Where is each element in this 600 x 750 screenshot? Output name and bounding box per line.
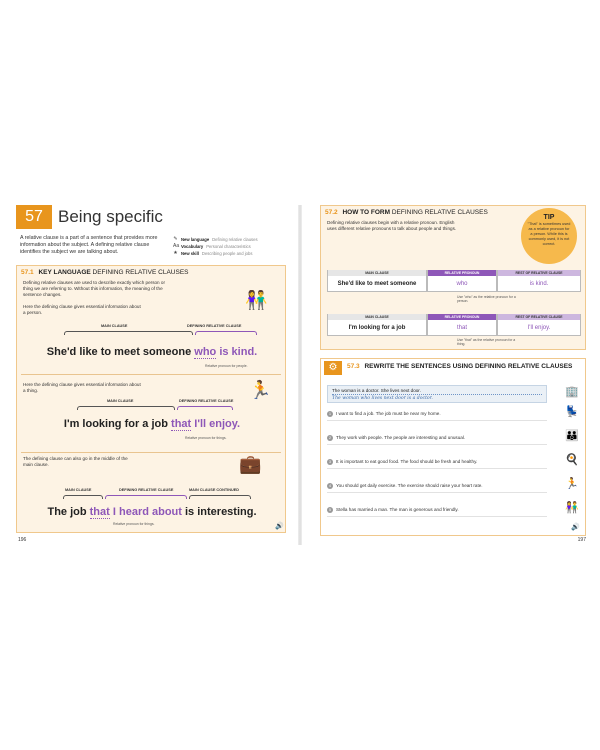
form-value: that bbox=[456, 325, 467, 331]
letters-icon: Aa bbox=[173, 243, 180, 249]
exercise-item[interactable] bbox=[327, 479, 547, 493]
couple-icon: 👫 bbox=[565, 502, 579, 514]
book-spread bbox=[8, 205, 592, 545]
item-text: It is important to eat good food. The food should be fresh and healthy. bbox=[336, 459, 478, 464]
form-pronoun-cell bbox=[427, 270, 497, 292]
sentence-rest: I'll enjoy. bbox=[194, 418, 241, 430]
example2-text: Here the defining clause gives essential information about a thing. bbox=[23, 382, 141, 393]
form-pronoun-cell bbox=[427, 314, 497, 336]
people-talking-icon: 👫 bbox=[245, 290, 268, 310]
exercise-item[interactable] bbox=[327, 503, 547, 517]
form-header: RELATIVE PRONOUN bbox=[428, 314, 496, 320]
panel-heading bbox=[17, 266, 285, 279]
panel-title-bold: HOW TO FORM bbox=[342, 209, 391, 216]
main-clause-brace bbox=[77, 406, 175, 410]
form-value: who bbox=[456, 281, 468, 287]
form-value: I'll enjoy. bbox=[527, 325, 551, 331]
exercise-item[interactable] bbox=[327, 431, 547, 445]
pronoun-note: Relative pronoun for things. bbox=[185, 436, 227, 440]
label-main-clause: MAIN CLAUSE bbox=[107, 399, 134, 403]
form-header: REST OF RELATIVE CLAUSE bbox=[498, 270, 580, 276]
label-relative-clause: DEFINING RELATIVE CLAUSE bbox=[179, 399, 234, 403]
relative-clause-brace bbox=[105, 495, 187, 499]
exercise-number: 57.3 bbox=[347, 363, 360, 370]
example-box bbox=[327, 385, 547, 403]
exercise-title: REWRITE THE SENTENCES USING DEFINING RELATIVE CLAUSES bbox=[364, 363, 573, 370]
pronoun-note: Relative pronoun for things. bbox=[113, 522, 155, 526]
sentence-main: The job bbox=[47, 506, 87, 518]
star-icon: ★ bbox=[173, 250, 178, 256]
panel-number: 57.1 bbox=[21, 269, 34, 276]
form-note: Use "who" as the relative pronoun for a person. bbox=[457, 295, 516, 303]
page-number-right: 197 bbox=[577, 537, 586, 543]
example1-text: Here the defining clause gives essential information about a person. bbox=[23, 304, 141, 315]
meta-new-language bbox=[173, 236, 258, 243]
sentence-rest: I heard about bbox=[112, 506, 182, 518]
exercise-person-icon: 🏃 bbox=[565, 478, 579, 490]
form-rest-cell bbox=[497, 314, 581, 336]
sentence-main: She'd like to meet someone bbox=[46, 346, 192, 358]
meta-value: Describing people and jobs bbox=[201, 251, 253, 256]
main-clause-continued-brace bbox=[189, 495, 251, 499]
panel-title-rest: DEFINING RELATIVE CLAUSES bbox=[92, 269, 189, 276]
form-main-cell bbox=[327, 314, 427, 336]
meta-label: Vocabulary bbox=[181, 244, 204, 249]
form-value: is kind. bbox=[529, 281, 549, 287]
meta-label: New skill bbox=[181, 251, 199, 256]
audio-speaker-icon[interactable]: 🔊 bbox=[275, 523, 284, 530]
item-number: 2 bbox=[329, 435, 331, 440]
item-text: You should get daily exercise. The exercise should raise your heart rate. bbox=[336, 483, 483, 488]
page-number-left: 196 bbox=[18, 537, 27, 543]
label-main-clause-continued: MAIN CLAUSE CONTINUED bbox=[189, 488, 239, 492]
example1-sentence bbox=[17, 346, 287, 358]
form-header: MAIN CLAUSE bbox=[328, 314, 426, 320]
form-header: MAIN CLAUSE bbox=[328, 270, 426, 276]
intro-text: A relative clause is a part of a sentence that provides more information about the subject. A defining relative clause identifies the subject we are talking about. bbox=[20, 235, 158, 255]
how-to-form-panel bbox=[320, 205, 586, 350]
form-row bbox=[327, 270, 581, 292]
label-main-clause: MAIN CLAUSE bbox=[65, 488, 92, 492]
office-desk-icon: 💼 bbox=[239, 454, 262, 474]
tip-bubble bbox=[521, 208, 577, 264]
food-icon: 🍳 bbox=[565, 454, 579, 466]
relative-clause-brace bbox=[177, 406, 233, 410]
gutter bbox=[298, 205, 302, 545]
building-icon: 🏢 bbox=[565, 386, 579, 398]
example3-sentence bbox=[17, 506, 287, 518]
panel-title-rest: DEFINING RELATIVE CLAUSES bbox=[391, 209, 488, 216]
form-rest-cell bbox=[497, 270, 581, 292]
example-answer: The woman who lives next door is a doctor. bbox=[332, 394, 542, 402]
item-number: 4 bbox=[329, 483, 331, 488]
form-header: REST OF RELATIVE CLAUSE bbox=[498, 314, 580, 320]
item-number: 5 bbox=[329, 507, 331, 512]
item-number: 3 bbox=[329, 459, 331, 464]
exercise-panel bbox=[320, 358, 586, 536]
gear-icon: ⚙ bbox=[324, 361, 342, 375]
relative-clause-brace bbox=[195, 331, 257, 335]
meta-vocabulary bbox=[173, 243, 258, 250]
form-value: She'd like to meet someone bbox=[337, 281, 417, 287]
panel-number: 57.2 bbox=[325, 209, 338, 216]
example3-text: The defining clause can also go in the middle of the main clause. bbox=[23, 456, 128, 467]
meta-value: Defining relative clauses bbox=[212, 237, 258, 242]
form-note: Use "that" as the relative pronoun for a thing. bbox=[457, 338, 516, 346]
running-person-icon: 🏃 bbox=[249, 380, 272, 400]
panel-title-bold: KEY LANGUAGE bbox=[38, 269, 91, 276]
tip-title: TIP bbox=[543, 214, 555, 221]
sentence-main: I'm looking for a job bbox=[63, 418, 168, 430]
meta-label: New language bbox=[181, 237, 210, 242]
item-text: They work with people. The people are interesting and unusual. bbox=[336, 435, 466, 440]
item-text: Stella has married a man. The man is generous and friendly. bbox=[336, 507, 459, 512]
exercise-heading bbox=[321, 359, 585, 374]
panel-intro: Defining relative clauses are used to describe exactly which person or thing we are referring to. Without this information, the meaning of the sentence changes. bbox=[23, 280, 165, 297]
form-value: I'm looking for a job bbox=[348, 325, 406, 331]
unit-meta bbox=[173, 236, 258, 257]
office-icon: 💺 bbox=[565, 406, 579, 418]
main-clause-brace bbox=[64, 331, 193, 335]
unit-title: Being specific bbox=[58, 207, 163, 226]
label-main-clause: MAIN CLAUSE bbox=[101, 324, 128, 328]
right-page bbox=[304, 205, 592, 545]
exercise-item[interactable] bbox=[327, 455, 547, 469]
speech-icon: ✎ bbox=[173, 236, 178, 242]
key-language-panel bbox=[16, 265, 286, 533]
group-people-icon: 👪 bbox=[565, 430, 579, 442]
sentence-pronoun: that bbox=[89, 506, 110, 518]
example-question: The woman is a doctor. She lives next door. bbox=[332, 388, 421, 393]
sentence-rest: is kind. bbox=[219, 346, 258, 358]
label-relative-clause: DEFINING RELATIVE CLAUSE bbox=[187, 324, 242, 328]
sentence-pronoun: who bbox=[194, 346, 217, 358]
form-main-cell bbox=[327, 270, 427, 292]
left-page bbox=[8, 205, 296, 545]
pronoun-note: Relative pronoun for people. bbox=[205, 364, 248, 368]
divider bbox=[21, 374, 281, 375]
example2-sentence bbox=[17, 418, 287, 430]
unit-number: 57 bbox=[16, 205, 52, 229]
item-text: I want to find a job. The job must be near my home. bbox=[336, 411, 441, 416]
form-text: Defining relative clauses begin with a relative pronoun. English uses different relative pronouns to talk about people and things. bbox=[327, 220, 457, 231]
exercise-item[interactable] bbox=[327, 407, 547, 421]
audio-speaker-icon[interactable]: 🔊 bbox=[571, 524, 580, 531]
meta-value: Personal characteristics bbox=[206, 244, 251, 249]
main-clause-brace bbox=[63, 495, 103, 499]
divider bbox=[21, 452, 281, 453]
label-relative-clause: DEFINING RELATIVE CLAUSE bbox=[119, 488, 174, 492]
item-number: 1 bbox=[329, 411, 331, 416]
sentence-continued: is interesting. bbox=[185, 506, 257, 518]
meta-new-skill bbox=[173, 250, 258, 257]
tip-text: "That" is sometimes used as a relative pronoun for a person. While this is commonly used, it is not correct. bbox=[527, 222, 571, 246]
sentence-pronoun: that bbox=[171, 418, 192, 430]
form-header: RELATIVE PRONOUN bbox=[428, 270, 496, 276]
form-row bbox=[327, 314, 581, 336]
